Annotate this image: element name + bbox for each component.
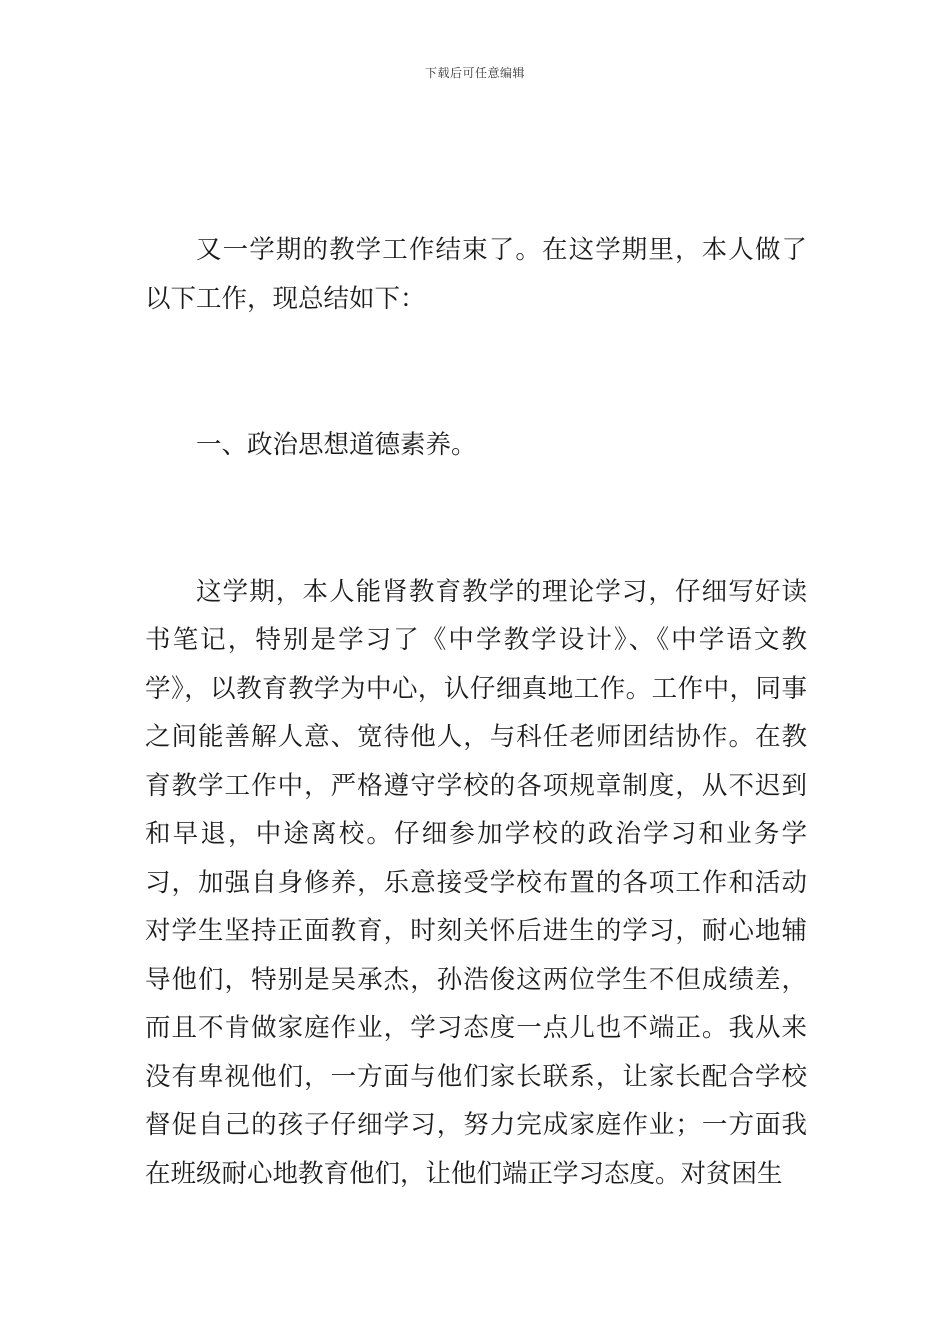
header-note: 下载后可任意编辑 — [424, 66, 525, 80]
body-paragraph: 这学期，本人能肾教育教学的理论学习，仔细写好读书笔记，特别是学习了《中学教学设计》、《中学语文教学》，以教育教学为中心，认仔细真地工作。工作中，同事之间能善解人意、宽待他人，与科任老师团结协作。在教育教学工作中，严格遵守学校的各项规章制度，从不迟到和早退，中途离校。仔细参加学校的政治学习和业务学习，加强自身修养，乐意接受学校布置的各项工作和活动对学生坚持正面教育，时刻关怀后进生的学习，耐心地辅导他们，特别是吴承杰，孙浩俊这两位学生不但成绩差，而且不肯做家庭作业，学习态度一点儿也不端正。我从来没有卑视他们，一方面与他们家长联系，让家长配合学校督促自己的孩子仔细学习，努力完成家庭作业；一方面我在班级耐心地教育他们，让他们端正学习态度。对贫困生 — [145, 576, 807, 1189]
document-body — [145, 226, 807, 1198]
intro-paragraph: 又一学期的教学工作结束了。在这学期里，本人做了以下工作，现总结如下： — [145, 235, 807, 314]
section-heading: 一、政治思想道德素养。 — [196, 430, 477, 460]
